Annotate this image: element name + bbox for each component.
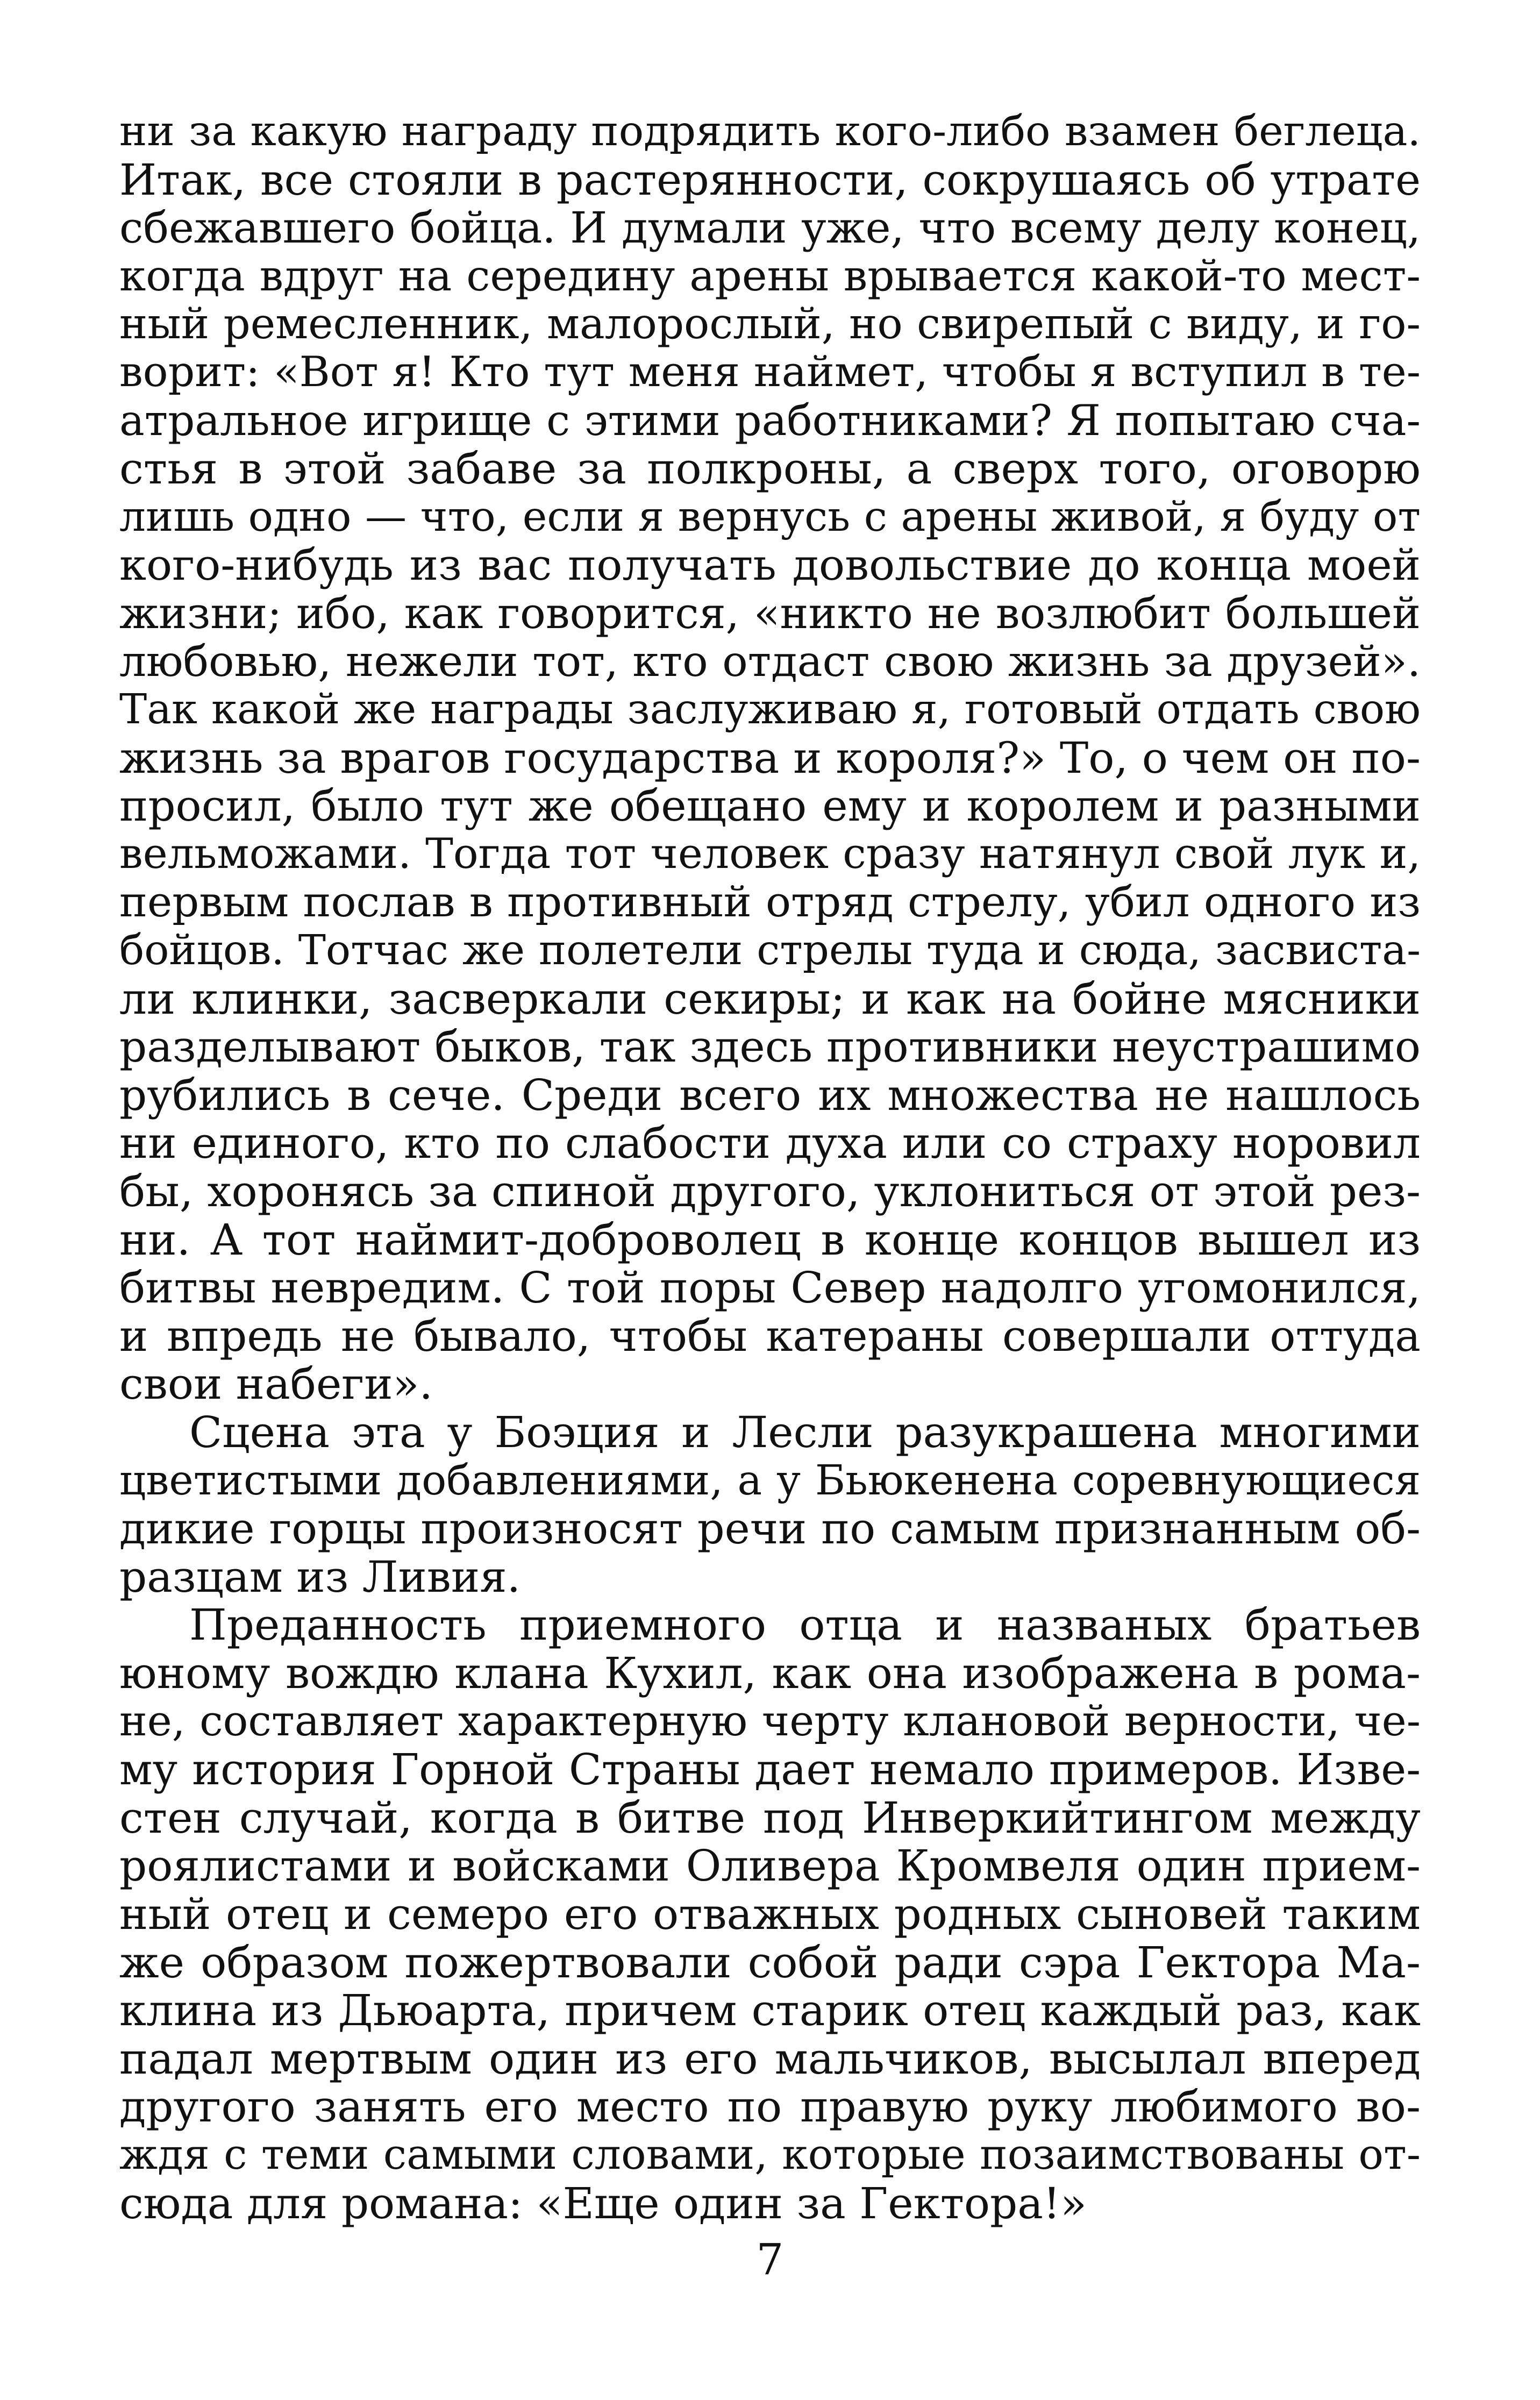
text-line: жизни; ибо, как говорится, «никто не возлюбит большей	[119, 588, 1421, 638]
text-line: сбежавшего бойца. И думали уже, что всему делу конец,	[119, 203, 1421, 253]
text-line: битвы невредим. С той поры Север надолго угомонился,	[119, 1263, 1421, 1313]
text-line: ли клинки, засверкали секиры; и как на бойне мясники	[119, 973, 1421, 1024]
text-line: Преданность приемного отца и названых братьев	[189, 1600, 1421, 1650]
text-line: ни единого, кто по слабости духа или со страху норовил	[119, 1118, 1421, 1169]
body-text	[119, 108, 1421, 2227]
text-line: первым послав в противный отряд стрелу, убил одного из	[119, 878, 1421, 927]
text-line: лишь одно — что, если я вернусь с арены живой, я буду от	[119, 492, 1421, 541]
text-line: дикие горцы произносят речи по самым признанным об-	[119, 1504, 1421, 1554]
text-line: кого-нибудь из вас получать довольствие до конца моей	[119, 540, 1421, 590]
text-line: разделывают быков, так здесь противники неустрашимо	[119, 1022, 1421, 1072]
text-line: Так какой же награды заслуживаю я, готовый отдать свою	[119, 686, 1421, 734]
text-line: роялистами и войсками Оливера Кромвеля один прием-	[119, 1841, 1421, 1891]
text-line: когда вдруг на середину арены врывается какой-то мест-	[119, 251, 1421, 301]
text-line: атральное игрище с этими работниками? Я попытаю сча-	[119, 395, 1421, 445]
text-line: любовью, нежели тот, кто отдаст свою жизнь за друзей».	[119, 636, 1421, 686]
text-line: стен случай, когда в битве под Инверкийтингом между	[119, 1792, 1421, 1843]
text-line: клина из Дьюарта, причем старик отец каждый раз, как	[119, 1985, 1421, 2036]
text-line: не, составляет характерную черту клановой верности, че-	[119, 1697, 1421, 1746]
text-line: падал мертвым один из его мальчиков, высылал вперед	[119, 2033, 1421, 2084]
text-line: разцам из Ливия.	[119, 1551, 521, 1602]
text-line: ждя с теми самыми словами, которые позаимствованы от-	[119, 2130, 1421, 2179]
page-number: 7	[756, 2234, 784, 2284]
text-line: вельможами. Тогда тот человек сразу натянул свой лук и,	[119, 829, 1421, 878]
text-line: сюда для романа: «Еще один за Гектора!»	[119, 2178, 1087, 2228]
text-line: цветистыми добавлениями, а у Бьюкенена соревнующиеся	[119, 1456, 1421, 1505]
text-line: ни за какую награду подрядить кого-либо взамен беглеца.	[119, 107, 1421, 155]
text-line: рубились в сече. Среди всего их множества не нашлось	[119, 1070, 1421, 1120]
text-line: юному вождю клана Кухил, как она изображена в рома-	[119, 1648, 1421, 1698]
text-line: Итак, все стояли в растерянности, сокрушаясь об утрате	[119, 154, 1421, 205]
text-line: просил, было тут же обещано ему и королем и разными	[119, 781, 1421, 831]
text-line: бы, хоронясь за спиной другого, уклониться от этой рез-	[119, 1166, 1421, 1217]
text-line: стья в этой забаве за полкроны, а сверх того, оговорю	[119, 444, 1421, 494]
text-line: другого занять его место по правую руку любимого во-	[119, 2082, 1421, 2132]
text-line: Сцена эта у Боэция и Лесли разукрашена многими	[189, 1407, 1421, 1458]
text-line: же образом пожертвовали собой ради сэра Гектора Ма-	[119, 1937, 1421, 1988]
text-line: и впредь не бывало, чтобы катераны совершали оттуда	[119, 1311, 1421, 1361]
text-line: жизнь за врагов государства и короля?» То, о чем он по-	[119, 732, 1421, 783]
text-line: свои набеги».	[119, 1359, 433, 1409]
text-line: ни. А тот наймит-доброволец в конце концов вышел из	[119, 1214, 1421, 1265]
text-line: бойцов. Тотчас же полетели стрелы туда и сюда, засвиста-	[119, 927, 1421, 975]
text-line: ворит: «Вот я! Кто тут меня наймет, чтобы я вступил в те-	[119, 347, 1421, 396]
text-line: му история Горной Страны дает немало примеров. Изве-	[119, 1744, 1421, 1795]
text-line: ный ремесленник, малорослый, но свирепый с виду, и го-	[119, 299, 1421, 349]
text-line: ный отец и семеро его отважных родных сыновей таким	[119, 1889, 1421, 1939]
